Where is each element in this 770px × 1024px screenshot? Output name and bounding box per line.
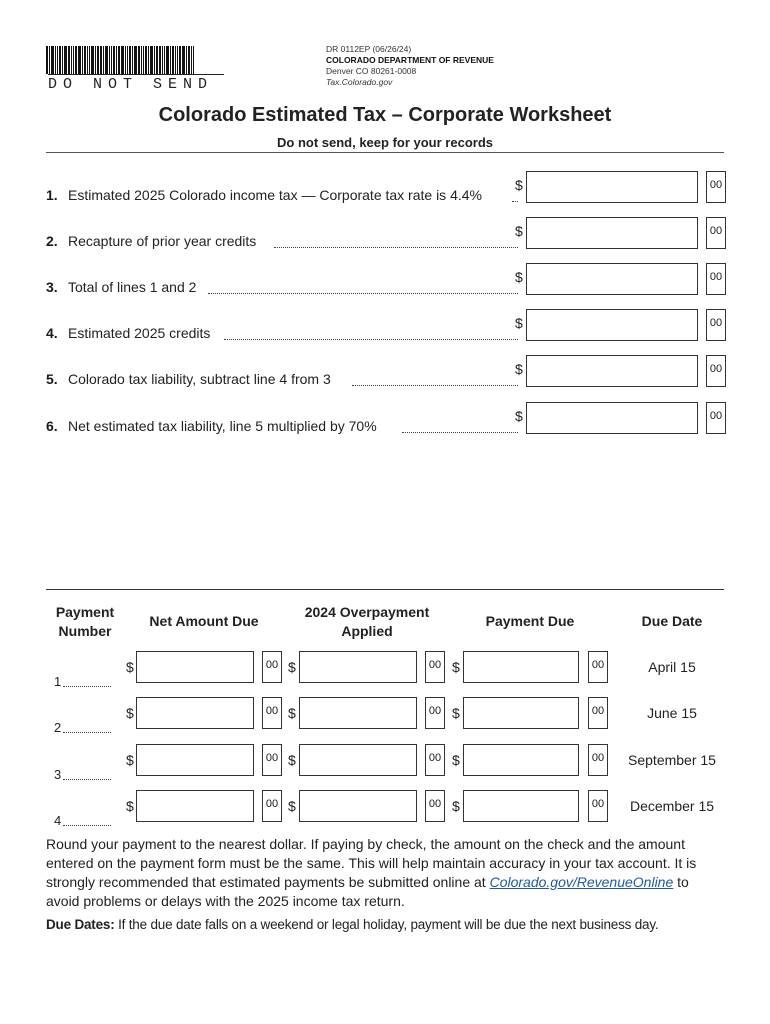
dollar-sign: $ <box>452 705 460 721</box>
line-number: 3. <box>46 279 58 295</box>
leader-dots <box>208 293 518 294</box>
revenue-online-link[interactable]: Colorado.gov/RevenueOnline <box>489 874 674 890</box>
dollar-sign: $ <box>515 315 523 331</box>
net-amount-due-field[interactable] <box>136 697 254 729</box>
dollar-sign: $ <box>126 705 134 721</box>
barcode-bar <box>105 46 108 74</box>
line-label: Colorado tax liability, subtract line 4 from 3 <box>68 371 331 387</box>
dollar-sign: $ <box>452 798 460 814</box>
barcode-bar <box>62 46 63 74</box>
barcode-bar <box>132 46 133 74</box>
line-3-amount-field[interactable] <box>526 263 698 295</box>
dollar-sign: $ <box>515 269 523 285</box>
overpayment-cents[interactable]: 00 <box>425 790 445 822</box>
net-amount-due-field[interactable] <box>136 651 254 683</box>
overpayment-cents[interactable]: 00 <box>425 744 445 776</box>
net-amount-cents[interactable]: 00 <box>262 790 282 822</box>
payment-due-field[interactable] <box>463 744 579 776</box>
worksheet-line-5 <box>46 355 726 389</box>
barcode-bar <box>100 46 102 74</box>
barcode-bar <box>193 46 194 74</box>
barcode-bar <box>134 46 137 74</box>
leader-dots <box>63 686 111 687</box>
net-amount-due-field[interactable] <box>136 744 254 776</box>
barcode-bar <box>141 46 142 74</box>
payment-row-3 <box>46 744 724 782</box>
line-6-cents-field[interactable]: 00 <box>706 402 726 434</box>
dollar-sign: $ <box>452 752 460 768</box>
barcode-bar <box>75 46 77 74</box>
overpayment-field[interactable] <box>299 651 417 683</box>
worksheet-line-2 <box>46 217 726 251</box>
line-label: Estimated 2025 credits <box>68 325 211 341</box>
dollar-sign: $ <box>288 705 296 721</box>
line-number: 5. <box>46 371 58 387</box>
dollar-sign: $ <box>288 752 296 768</box>
line-3-cents-field[interactable]: 00 <box>706 263 726 295</box>
barcode-bar <box>89 46 90 74</box>
header-payment-number: Payment Number <box>55 604 115 639</box>
page-title: Colorado Estimated Tax – Corporate Worksheet <box>158 104 612 126</box>
barcode-bar <box>186 46 187 74</box>
table-divider <box>46 589 724 590</box>
leader-dots <box>274 247 518 248</box>
barcode-bar <box>82 46 83 74</box>
dollar-sign: $ <box>515 408 523 424</box>
line-5-cents-field[interactable]: 00 <box>706 355 726 387</box>
leader-dots <box>63 825 111 826</box>
worksheet-line-4 <box>46 309 726 343</box>
barcode-bar <box>177 46 178 74</box>
line-2-amount-field[interactable] <box>526 217 698 249</box>
page-subtitle: Do not send, keep for your records <box>277 135 493 150</box>
barcode-bar <box>150 46 153 74</box>
rounding-note <box>46 835 726 911</box>
barcode-bar <box>91 46 94 74</box>
line-label: Net estimated tax liability, line 5 multiplied by 70% <box>68 418 377 434</box>
line-1-cents-field[interactable]: 00 <box>706 171 726 203</box>
barcode-bar <box>127 46 128 74</box>
net-amount-cents[interactable]: 00 <box>262 651 282 683</box>
line-label: Estimated 2025 Colorado income tax — Corporate tax rate is 4.4% <box>68 187 482 203</box>
barcode-bar <box>138 46 140 74</box>
barcode-bar <box>111 46 112 74</box>
barcode-bar <box>71 46 72 74</box>
barcode-bar <box>145 46 147 74</box>
leader-dots <box>63 779 111 780</box>
barcode-bar <box>179 46 181 74</box>
barcode-bar <box>73 46 74 74</box>
payment-row-1 <box>46 651 724 689</box>
net-amount-due-field[interactable] <box>136 790 254 822</box>
line-4-amount-field[interactable] <box>526 309 698 341</box>
dollar-sign: $ <box>288 659 296 675</box>
form-header-info <box>326 44 494 88</box>
line-number: 1. <box>46 187 58 203</box>
worksheet-line-1 <box>46 171 726 205</box>
note-text-end: to avoid problems or delays with the 2025 income tax return. <box>46 874 689 909</box>
dollar-sign: $ <box>515 177 523 193</box>
leader-dots <box>402 432 518 433</box>
due-date: June 15 <box>647 705 697 721</box>
overpayment-cents[interactable]: 00 <box>425 697 445 729</box>
dollar-sign: $ <box>288 798 296 814</box>
barcode-bar <box>164 46 165 74</box>
line-number: 6. <box>46 418 58 434</box>
due-date: September 15 <box>628 752 716 768</box>
worksheet-line-6 <box>46 402 726 436</box>
barcode-bar <box>166 46 169 74</box>
department-name: COLORADO DEPARTMENT OF REVENUE <box>326 55 494 65</box>
barcode-bar <box>154 46 155 74</box>
barcode-bar <box>170 46 171 74</box>
barcode-bar <box>172 46 174 74</box>
payment-due-cents[interactable]: 00 <box>588 744 608 776</box>
leader-dots <box>63 732 111 733</box>
payment-row-4 <box>46 790 724 828</box>
line-label: Recapture of prior year credits <box>68 233 257 249</box>
overpayment-field[interactable] <box>299 790 417 822</box>
barcode-bar <box>188 46 190 74</box>
dollar-sign: $ <box>515 361 523 377</box>
due-dates-text: If the due date falls on a weekend or legal holiday, payment will be due the next business day. <box>118 917 659 932</box>
dollar-sign: $ <box>126 659 134 675</box>
header-due-date: Due Date <box>641 613 703 629</box>
barcode-bar <box>175 46 176 74</box>
barcode-bar <box>156 46 158 74</box>
header-overpayment-applied: 2024 Overpayment Applied <box>304 604 430 639</box>
barcode-bar <box>182 46 185 74</box>
barcode-bar <box>49 46 50 74</box>
barcode-bar <box>57 46 58 74</box>
barcode-bar <box>159 46 161 74</box>
barcode-bar <box>121 46 124 74</box>
barcode-bar <box>46 46 48 74</box>
payment-number: 1 <box>54 674 62 689</box>
line-4-cents-field[interactable]: 00 <box>706 309 726 341</box>
barcode-bar <box>125 46 126 74</box>
line-2-cents-field[interactable]: 00 <box>706 217 726 249</box>
payment-due-field[interactable] <box>463 697 579 729</box>
leader-dots <box>352 385 518 386</box>
barcode-bar <box>84 46 86 74</box>
header-payment-due: Payment Due <box>485 613 575 629</box>
barcode-bar <box>95 46 96 74</box>
barcode-bar <box>97 46 99 74</box>
payment-number: 3 <box>54 767 62 782</box>
dollar-sign: $ <box>126 798 134 814</box>
divider <box>46 152 724 153</box>
line-5-amount-field[interactable] <box>526 355 698 387</box>
payment-row-2 <box>46 697 724 735</box>
barcode-bar <box>118 46 120 74</box>
line-number: 4. <box>46 325 58 341</box>
payment-due-cents[interactable]: 00 <box>588 651 608 683</box>
leader-dots <box>512 201 518 202</box>
barcode-bar <box>51 46 54 74</box>
due-dates-note <box>46 917 746 932</box>
line-1-amount-field[interactable] <box>526 171 698 203</box>
barcode-bar <box>103 46 104 74</box>
barcode-bar <box>148 46 149 74</box>
dollar-sign: $ <box>452 659 460 675</box>
worksheet-line-3 <box>46 263 726 297</box>
department-website: Tax.Colorado.gov <box>326 77 393 87</box>
barcode-bar <box>116 46 117 74</box>
department-address: Denver CO 80261-0008 <box>326 66 417 76</box>
net-amount-cents[interactable]: 00 <box>262 744 282 776</box>
payment-due-field[interactable] <box>463 651 579 683</box>
payment-number: 4 <box>54 813 62 828</box>
barcode-bar <box>59 46 61 74</box>
barcode-bar <box>129 46 131 74</box>
barcode-bar <box>143 46 144 74</box>
barcode-bar <box>191 46 192 74</box>
overpayment-cents[interactable]: 00 <box>425 651 445 683</box>
barcode-bar <box>87 46 88 74</box>
barcode-bar <box>55 46 56 74</box>
payment-number: 2 <box>54 720 62 735</box>
line-number: 2. <box>46 233 58 249</box>
form-id: DR 0112EP (06/26/24) <box>326 44 412 54</box>
barcode-bar <box>64 46 67 74</box>
payment-due-field[interactable] <box>463 790 579 822</box>
barcode-bar <box>78 46 81 74</box>
overpayment-field[interactable] <box>299 697 417 729</box>
due-dates-label: Due Dates: <box>46 917 115 932</box>
line-6-amount-field[interactable] <box>526 402 698 434</box>
payment-due-cents[interactable]: 00 <box>588 697 608 729</box>
dollar-sign: $ <box>515 223 523 239</box>
line-label: Total of lines 1 and 2 <box>68 279 197 295</box>
due-date: April 15 <box>648 659 696 675</box>
barcode-bar <box>162 46 163 74</box>
barcode-bar <box>109 46 110 74</box>
net-amount-cents[interactable]: 00 <box>262 697 282 729</box>
header-net-amount-due: Net Amount Due <box>149 613 259 629</box>
overpayment-field[interactable] <box>299 744 417 776</box>
barcode <box>46 46 226 74</box>
payment-due-cents[interactable]: 00 <box>588 790 608 822</box>
do-not-send-stamp: DO NOT SEND <box>48 74 224 93</box>
due-date: December 15 <box>629 798 715 814</box>
dollar-sign: $ <box>126 752 134 768</box>
barcode-bar <box>113 46 115 74</box>
leader-dots <box>224 339 518 340</box>
barcode-bar <box>68 46 70 74</box>
note-text: Round your payment to the nearest dollar. If paying by check, the amount on the check and the amount entered on the payment form must be the same. This will help maintain accuracy in your tax account. It is strongly recommended that estimated payments be submitted online at <box>46 836 697 890</box>
